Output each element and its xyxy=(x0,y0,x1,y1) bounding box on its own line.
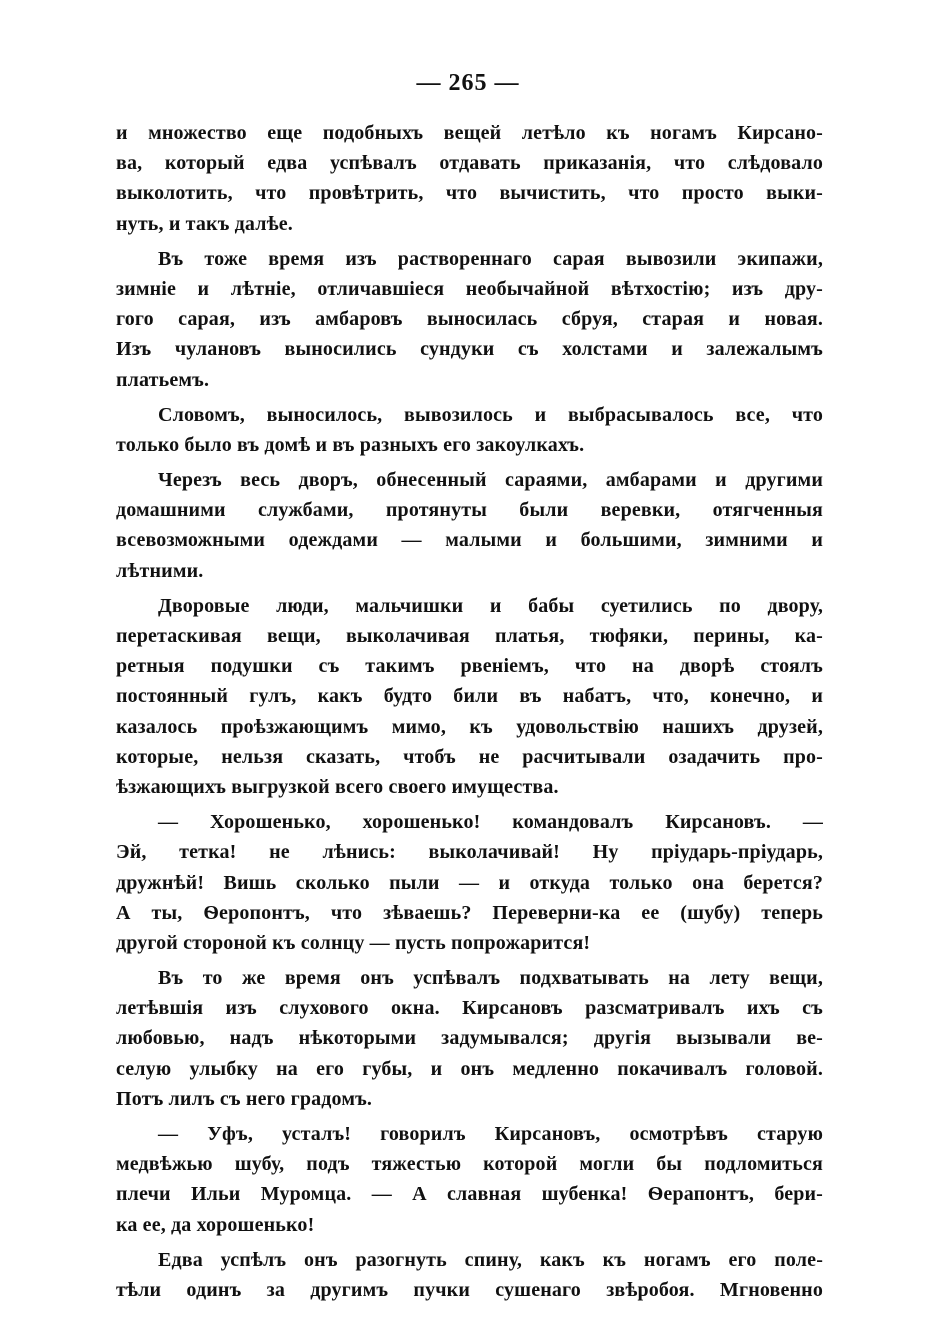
text-line: и множество еще подобныхъ вещей летѣло къ ногамъ Кирсано- xyxy=(116,122,823,144)
text-line: Едва успѣлъ онъ разогнуть спину, какъ къ ногамъ его поле- xyxy=(158,1248,823,1271)
text-line: плечи Ильи Муромца. — А славная шубенка! Ѳерапонтъ, бери- xyxy=(116,1183,823,1206)
text-line: зимніе и лѣтніе, отличавшіеся необычайной вѣтхостію; изъ дру- xyxy=(116,277,823,300)
text-line: летѣвшія изъ слухового окна. Кирсановъ разсматривалъ ихъ съ xyxy=(116,997,823,1020)
text-line: ѣзжающихъ выгрузкой всего своего имущества. xyxy=(116,775,559,798)
text-line: — Уфъ, усталъ! говорилъ Кирсановъ, осмотрѣвъ старую xyxy=(158,1123,823,1145)
paragraph xyxy=(116,244,823,395)
text-line: любовью, надъ нѣкоторыми задумывался; другія вызывали ве- xyxy=(116,1027,823,1050)
paragraph xyxy=(116,118,823,239)
text-line: выколотить, что провѣтрить, что вычистить, что просто выки- xyxy=(116,182,823,205)
text-line: — Хорошенько, хорошенько! командовалъ Кирсановъ. — xyxy=(158,811,823,834)
paragraph xyxy=(116,465,823,586)
paragraph xyxy=(116,963,823,1114)
text-line: медвѣжью шубу, подъ тяжестью которой могли бы подломиться xyxy=(116,1153,823,1176)
text-line: Потъ лилъ съ него градомъ. xyxy=(116,1087,373,1110)
text-line: нуть, и такъ далѣе. xyxy=(116,212,293,235)
page-number: — 265 — xyxy=(416,70,520,96)
text-line: дружнѣй! Вишь сколько пыли — и откуда только она берется? xyxy=(116,871,823,894)
text-line: которые, нельзя сказать, чтобъ не расчитывали озадачить про- xyxy=(116,745,823,768)
page-text xyxy=(116,118,823,1305)
paragraph xyxy=(116,400,823,460)
paragraph xyxy=(116,1245,823,1305)
paragraph xyxy=(116,591,823,802)
text-line: постоянный гулъ, какъ будто били въ набатъ, что, конечно, и xyxy=(116,685,823,708)
text-line: Эй, тетка! не лѣнись: выколачивай! Ну пріударь-пріударь, xyxy=(116,841,823,864)
text-line: Словомъ, выносилось, вывозилось и выбрасывалось все, что xyxy=(158,403,823,426)
text-line: другой стороной къ солнцу — пусть попрожарится! xyxy=(116,931,591,954)
text-line: Изъ чулановъ выносились сундуки съ холстами и залежалымъ xyxy=(116,338,823,361)
text-line: Въ тоже время изъ раствореннаго сарая вывозили экипажи, xyxy=(158,247,823,270)
text-line: казалось проѣзжающимъ мимо, къ удовольствію нашихъ друзей, xyxy=(116,715,823,738)
text-line: селую улыбку на его губы, и онъ медленно покачивалъ головой. xyxy=(116,1057,823,1080)
text-line: платьемъ. xyxy=(116,368,210,391)
text-line: гого сарая, изъ амбаровъ выносилась сбруя, старая и новая. xyxy=(116,308,823,331)
text-line: тѣли одинъ за другимъ пучки сушенаго звѣробоя. Мгновенно xyxy=(116,1278,823,1301)
text-line: всевозможными одеждами — малыми и большими, зимними и xyxy=(116,529,823,552)
text-line: ва, который едва успѣвалъ отдавать приказанія, что слѣдовало xyxy=(116,152,823,175)
text-line: ретныя подушки съ такимъ рвеніемъ, что на дворѣ стоялъ xyxy=(116,655,823,678)
paragraph xyxy=(116,1119,823,1240)
text-line: лѣтними. xyxy=(116,559,204,582)
text-line: домашними службами, протянуты были веревки, отягченныя xyxy=(116,499,823,522)
text-line: А ты, Ѳеропонтъ, что зѣваешь? Переверни-ка ее (шубу) теперь xyxy=(116,901,823,924)
text-line: ка ее, да хорошенько! xyxy=(116,1213,315,1236)
text-line: Черезъ весь дворъ, обнесенный сараями, амбарами и другими xyxy=(158,469,823,492)
text-line: Дворовые люди, мальчишки и бабы суетились по двору, xyxy=(158,594,823,617)
text-line: перетаскивая вещи, выколачивая платья, тюфяки, перины, ка- xyxy=(116,625,823,647)
text-line: только было въ домѣ и въ разныхъ его закоулкахъ. xyxy=(116,433,585,456)
paragraph xyxy=(116,807,823,958)
text-line: Въ то же время онъ успѣвалъ подхватывать на лету вещи, xyxy=(158,967,823,990)
